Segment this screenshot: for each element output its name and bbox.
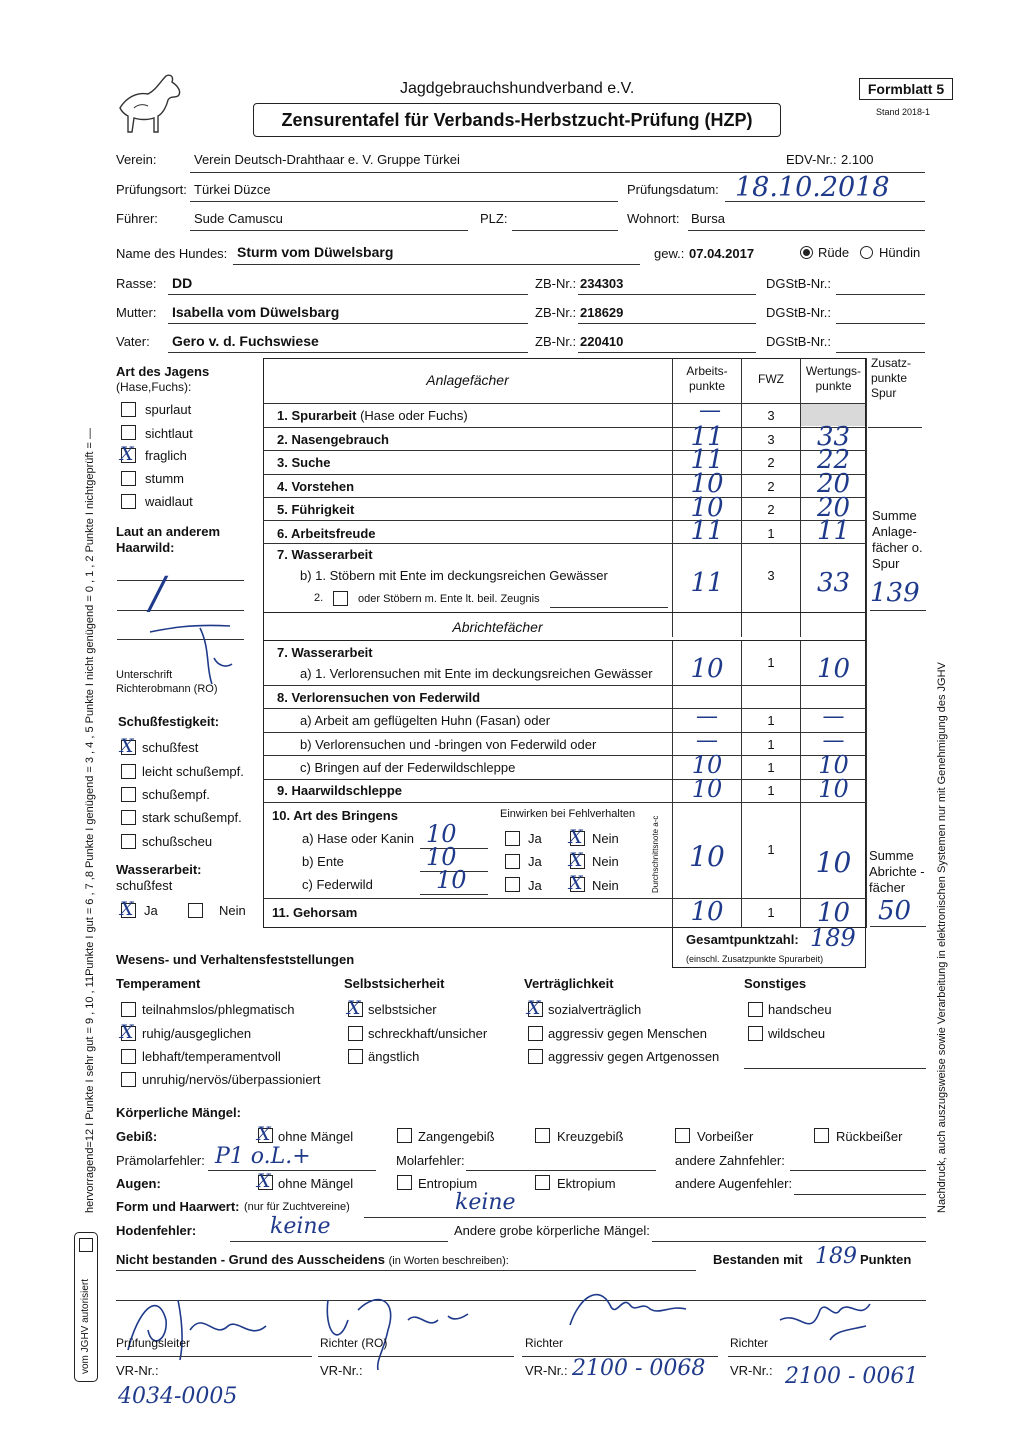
bestanden-label: Bestanden mit	[713, 1252, 803, 1267]
wasserarbeit-b-ap: 11	[690, 568, 724, 598]
row-suche: 3. Suche	[277, 455, 331, 470]
wohnort-value: Bursa	[691, 211, 725, 226]
suche-ap: 11	[690, 445, 724, 475]
unterschrift-label: Unterschrift	[116, 669, 173, 681]
rasse-value: DD	[172, 275, 193, 291]
selbst-item-3: ängstlich	[368, 1049, 420, 1064]
punkten-label: Punkten	[860, 1252, 912, 1267]
gesamt-value: 189	[810, 924, 856, 952]
schuss-checkbox-1[interactable]	[120, 735, 136, 757]
gebiss-checkbox-2[interactable]	[397, 1128, 412, 1143]
fuehrer-label: Führer:	[116, 211, 158, 226]
fwz-header: FWZ	[758, 372, 784, 386]
vorstehen-wp: 20	[816, 469, 851, 499]
verl-b-label: b) Verlorensuchen und -bringen von Federwild oder	[300, 737, 597, 752]
anlage-header: Anlagefächer	[426, 372, 509, 388]
bring-a-nein-label: Nein	[592, 831, 619, 846]
gebiss-item-2: Zangengebiß	[418, 1129, 495, 1144]
row-art-des-bringens: 10. Art des Bringens	[272, 808, 398, 823]
bring-wp: 10	[815, 846, 852, 879]
sonst-item-1: handscheu	[768, 1002, 832, 1017]
check-mark-icon: X	[527, 997, 541, 1019]
form-label: Form und Haarwert:	[116, 1199, 240, 1214]
check-mark-icon: X	[120, 898, 134, 920]
wasser-sub: schußfest	[116, 878, 173, 893]
laut-title: Laut an anderem Haarwild:	[116, 524, 221, 555]
richter-2-signature	[560, 1275, 700, 1345]
check-mark-icon: X	[120, 735, 134, 757]
gebiss-item-3: Kreuzgebiß	[557, 1129, 624, 1144]
ruede-label: Rüde	[818, 245, 850, 260]
check-mark-icon: X	[257, 1170, 271, 1192]
wasser-title: Wasserarbeit:	[116, 862, 202, 877]
jghv-logo-icon	[79, 1238, 93, 1252]
verl-a-label: a) Arbeit am geflügelten Huhn (Fasan) oder	[300, 713, 551, 728]
bring-a-ja-label: Ja	[528, 831, 542, 846]
hoden-label: Hodenfehler:	[116, 1223, 197, 1238]
wesen-title: Wesens- und Verhaltensfeststellungen	[116, 952, 355, 967]
gebiss-label: Gebiß:	[116, 1129, 158, 1144]
bring-c-ja-checkbox[interactable]	[505, 877, 520, 892]
bring-b-nein-label: Nein	[592, 854, 619, 869]
verl-c-label: c) Bringen auf der Federwildschleppe	[300, 760, 516, 775]
wasserarbeit-b-fwz: 3	[767, 568, 775, 583]
richterobmann-label: Richterobmann (RO)	[116, 683, 218, 695]
bring-c-value: 10	[436, 866, 467, 894]
hund-label: Name des Hundes:	[116, 246, 228, 261]
gebiss-checkbox-4[interactable]	[675, 1128, 690, 1143]
temp-checkbox-4[interactable]	[121, 1072, 136, 1087]
row-gehorsam: 11. Gehorsam	[272, 905, 358, 920]
zusatzpunkte-header: Zusatz- punkte Spur	[871, 356, 912, 400]
verein-value: Verein Deutsch-Drahthaar e. V. Gruppe Türkei	[194, 152, 460, 167]
durchschnitt-label: Durchschnittsnote a-c	[651, 815, 660, 893]
selbst-checkbox-3[interactable]	[348, 1049, 363, 1064]
hund-value: Sturm vom Düwelsbarg	[237, 244, 394, 260]
form-sub: (nur für Zuchtvereine)	[244, 1201, 350, 1213]
nasengebrauch-fwz: 3	[767, 432, 775, 447]
richter-ro-signature	[318, 1270, 478, 1370]
temp-checkbox-2[interactable]	[120, 1021, 136, 1043]
schuss-item-2: leicht schußempf.	[142, 764, 244, 779]
vater-zb-label: ZB-Nr.:	[535, 334, 577, 349]
nicht-bestanden-label: Nicht bestanden - Grund des Ausscheidens (in Worten beschreiben):	[116, 1252, 509, 1267]
bring-c-label: c) Federwild	[302, 877, 373, 892]
arbeitsfreude-ap: 11	[690, 516, 724, 546]
schuss-checkbox-4[interactable]	[121, 810, 136, 825]
row-arbeitsfreude: 6. Arbeitsfreude	[277, 526, 376, 541]
vr-value-3: 2100 - 0068	[572, 1356, 706, 1381]
summe-abricht-value: 50	[878, 896, 912, 926]
sonst-checkbox-2[interactable]	[748, 1026, 763, 1041]
koerper-title: Körperliche Mängel:	[116, 1105, 241, 1120]
fuehrer-value: Sude Camuscu	[194, 211, 283, 226]
augenfehler-label: andere Augenfehler:	[675, 1176, 793, 1191]
bring-a-ja-checkbox[interactable]	[505, 831, 520, 846]
schuss-item-4: stark schußempf.	[142, 810, 242, 825]
wasserarbeit-b1-label: b) 1. Stöbern mit Ente im deckungsreichen Gewässer	[300, 568, 608, 583]
verl-c-fwz: 1	[767, 760, 775, 775]
bring-a-nein-checkbox[interactable]	[569, 826, 585, 848]
gew-value: 07.04.2017	[689, 246, 755, 261]
schuss-item-5: schußscheu	[142, 834, 213, 849]
form-value: keine	[455, 1190, 516, 1215]
art-checkbox-4[interactable]	[121, 471, 136, 486]
mutter-label: Mutter:	[116, 305, 157, 320]
augen-item-1: ohne Mängel	[278, 1176, 354, 1191]
vater-label: Vater:	[116, 334, 150, 349]
wasserarbeit-a-ap: 10	[690, 654, 724, 684]
verl-c-wp: 10	[818, 751, 849, 779]
augen-checkbox-1[interactable]	[257, 1170, 273, 1192]
vertr-item-3: aggressiv gegen Artgenossen	[548, 1049, 720, 1064]
gehorsam-fwz: 1	[767, 905, 775, 920]
fuehrigkeit-ap: 10	[690, 493, 724, 523]
jghv-badge-text: vom JGHV autorisiert	[80, 1278, 91, 1374]
zb-label: ZB-Nr.:	[535, 276, 577, 291]
form-title: Zensurentafel für Verbands-Herbstzucht-Prüfung (HZP)	[253, 103, 781, 137]
verl-b-fwz: 1	[767, 737, 775, 752]
bring-c-ja-label: Ja	[528, 878, 542, 893]
augen-checkbox-2[interactable]	[397, 1175, 412, 1190]
bestanden-value: 189	[815, 1244, 857, 1269]
dgstb-label: DGStB-Nr.:	[766, 276, 832, 291]
verl-b-wp: —	[822, 728, 845, 753]
ruede-radio[interactable]	[800, 246, 813, 259]
gehorsam-wp: 10	[816, 898, 851, 928]
suche-wp: 22	[816, 445, 851, 475]
wasser-ja-checkbox[interactable]	[120, 898, 136, 920]
schuss-checkbox-2[interactable]	[121, 764, 136, 779]
wasser-ja-label: Ja	[144, 903, 158, 918]
gesamt-sub: (einschl. Zusatzpunkte Spurarbeit)	[686, 954, 824, 964]
row-fuehrigkeit: 5. Führigkeit	[277, 502, 355, 517]
art-item-3: fraglich	[145, 448, 187, 463]
check-mark-icon: X	[120, 1021, 134, 1043]
wasserarbeit-a-fwz: 1	[767, 655, 775, 670]
bring-b-label: b) Ente	[302, 854, 344, 869]
ort-value: Türkei Düzce	[194, 182, 271, 197]
fuehrigkeit-wp: 20	[816, 493, 851, 523]
bring-fwz: 1	[767, 842, 775, 857]
schuss-title: Schußfestigkeit:	[118, 714, 220, 729]
wasserarbeit-b2-checkbox[interactable]	[333, 591, 348, 606]
bring-a-value: 10	[426, 820, 457, 848]
org-name: Jagdgebrauchshundverband e.V.	[400, 80, 635, 97]
praemolar-label: Prämolarfehler:	[116, 1153, 205, 1168]
temp-item-2: ruhig/ausgeglichen	[142, 1026, 252, 1041]
sig-label-3: Richter	[525, 1336, 564, 1350]
vorstehen-ap: 10	[690, 469, 724, 499]
datum-value: 18.10.2018	[735, 172, 890, 203]
bring-c-nein-label: Nein	[592, 878, 619, 893]
augen-item-3: Ektropium	[557, 1176, 616, 1191]
temp-checkbox-1[interactable]	[121, 1002, 136, 1017]
vr-label-3: VR-Nr.:	[525, 1363, 568, 1378]
arbeitsfreude-wp: 11	[816, 516, 851, 546]
vertr-item-2: aggressiv gegen Menschen	[548, 1026, 707, 1041]
check-mark-icon: X	[257, 1123, 271, 1145]
ort-label: Prüfungsort:	[116, 182, 187, 197]
temp-item-3: lebhaft/temperamentvoll	[142, 1049, 281, 1064]
art-checkbox-1[interactable]	[121, 402, 136, 417]
row-nasengebrauch: 2. Nasengebrauch	[277, 432, 389, 447]
check-mark-icon: X	[569, 849, 583, 871]
art-title: Art des Jagens	[116, 364, 210, 379]
row-vorstehen: 4. Vorstehen	[277, 479, 355, 494]
gebiss-checkbox-3[interactable]	[535, 1128, 550, 1143]
haar-wp: 10	[818, 775, 849, 803]
art-item-1: spurlaut	[145, 402, 192, 417]
bring-b-ja-label: Ja	[528, 854, 542, 869]
edv-label: EDV-Nr.:	[786, 152, 837, 167]
selbst-checkbox-2[interactable]	[348, 1026, 363, 1041]
gew-label: gew.:	[654, 246, 685, 261]
vertr-checkbox-1[interactable]	[527, 997, 543, 1019]
check-mark-icon: X	[347, 997, 361, 1019]
zahnfehler-label: andere Zahnfehler:	[675, 1153, 785, 1168]
vater-zb-value: 220410	[580, 334, 624, 349]
huendin-label: Hündin	[879, 245, 921, 260]
grading-scale-note: hervorragend=12 I Punkte I sehr gut = 9 , 10 , 11Punkte I gut = 6 , 7 ,8 Punkte I genügend = 3 , 4 , 5 Punkte I nicht genügend = 0 , 1 , 2 Punkte I nichtgeprüft = —	[84, 428, 96, 1213]
hoden-value: keine	[270, 1214, 331, 1239]
stand-label: Stand 2018-1	[876, 107, 931, 117]
gebiss-item-5: Rückbeißer	[836, 1129, 903, 1144]
wohnort-label: Wohnort:	[627, 211, 680, 226]
augen-item-2: Entropium	[418, 1176, 478, 1191]
art-item-5: waidlaut	[145, 494, 193, 509]
verl-a-fwz: 1	[767, 713, 775, 728]
abricht-header: Abrichtefächer	[452, 619, 543, 635]
vr-label-1: VR-Nr.:	[116, 1363, 159, 1378]
arbeitsfreude-fwz: 1	[767, 526, 775, 541]
nasengebrauch-ap: 11	[690, 422, 724, 452]
art-checkbox-2[interactable]	[121, 425, 136, 440]
vater-dgstb-label: DGStB-Nr.:	[766, 334, 832, 349]
vr-value-4: 2100 - 0061	[785, 1364, 919, 1389]
vertr-item-1: sozialverträglich	[548, 1002, 642, 1017]
row-wasserarbeit-b: 7. Wasserarbeit	[277, 547, 373, 562]
bring-b-value: 10	[426, 843, 457, 871]
wasser-nein-checkbox[interactable]	[188, 903, 203, 918]
verein-label: Verein:	[116, 152, 157, 167]
schuss-checkbox-3[interactable]	[121, 787, 136, 802]
temp-item-4: unruhig/nervös/überpassioniert	[142, 1072, 321, 1087]
bring-b-ja-checkbox[interactable]	[505, 854, 520, 869]
fuehrigkeit-fwz: 2	[767, 502, 775, 517]
temperament-head: Temperament	[116, 976, 201, 991]
schuss-item-3: schußempf.	[142, 787, 210, 802]
sonst-item-2: wildscheu	[768, 1026, 826, 1041]
schuss-checkbox-5[interactable]	[121, 834, 136, 849]
vertr-checkbox-3[interactable]	[528, 1049, 543, 1064]
summe-anlage-value: 139	[870, 578, 920, 608]
nasengebrauch-wp: 33	[816, 422, 851, 452]
datum-label: Prüfungsdatum:	[627, 182, 719, 197]
laut-value: /	[150, 568, 165, 619]
zb-value: 234303	[580, 276, 624, 291]
summe-anlage-label: Summe Anlage- fächer o. Spur	[872, 508, 923, 571]
schuss-item-1: schußfest	[142, 740, 199, 755]
vater-value: Gero v. d. Fuchswiese	[172, 333, 319, 349]
haar-ap: 10	[691, 775, 723, 803]
row-verlorensuchen: 8. Verlorensuchen von Federwild	[277, 690, 481, 705]
selbstsicherheit-head: Selbstsicherheit	[344, 976, 445, 991]
einwirken-label: Einwirken bei Fehlverhalten	[500, 808, 636, 820]
vr-label-4: VR-Nr.:	[730, 1363, 773, 1378]
bring-c-nein-checkbox[interactable]	[569, 872, 585, 894]
suche-fwz: 2	[767, 455, 775, 470]
selbst-item-1: selbstsicher	[368, 1002, 437, 1017]
pruefungsleiter-signature	[118, 1270, 278, 1370]
mutter-zb-label: ZB-Nr.:	[535, 305, 577, 320]
gehorsam-ap: 10	[690, 897, 724, 927]
selbst-item-2: schreckhaft/unsicher	[368, 1026, 488, 1041]
art-item-4: stumm	[145, 471, 184, 486]
gesamt-label: Gesamtpunktzahl:	[686, 932, 799, 947]
richter-3-signature	[770, 1280, 900, 1360]
mutter-zb-value: 218629	[580, 305, 624, 320]
wertungspunkte-header: Wertungs- punkte	[805, 364, 862, 393]
verl-a-wp: —	[822, 704, 845, 729]
gebiss-checkbox-1[interactable]	[257, 1123, 273, 1145]
wasserarbeit-b-wp: 33	[816, 568, 851, 598]
sig-label-1: Prüfungsleiter	[116, 1336, 191, 1350]
sig-label-4: Richter	[730, 1336, 769, 1350]
mutter-value: Isabella vom Düwelsbarg	[172, 304, 340, 320]
arbeitspunkte-header: Arbeits- punkte	[686, 364, 728, 393]
sig-label-2: Richter (RO)	[320, 1336, 388, 1350]
wasserarbeit-a-label: a) 1. Verlorensuchen mit Ente im deckungsreichen Gewässer	[300, 666, 653, 681]
sonstiges-head: Sonstiges	[744, 976, 807, 991]
copyright-note: Nachdruck, auch auszugsweise sowie Verarbeitung in elektronischen Systemen nur mit Genehmigung des JGHV	[936, 662, 948, 1213]
art-item-2: sichtlaut	[145, 426, 193, 441]
vr-value-1: 4034-0005	[118, 1384, 238, 1409]
row-haarwildschleppe: 9. Haarwildschleppe	[277, 783, 402, 798]
praemolar-value: P1 o.L.+	[215, 1144, 311, 1169]
vertraeglichkeit-head: Verträglichkeit	[524, 976, 614, 991]
verl-a-ap: —	[696, 704, 718, 729]
check-mark-icon: X	[120, 443, 134, 465]
art-sub: (Hase,Fuchs):	[116, 380, 192, 394]
gebiss-item-4: Vorbeißer	[697, 1129, 754, 1144]
dog-logo-icon	[112, 68, 186, 138]
art-checkbox-5[interactable]	[121, 494, 136, 509]
formblatt-label: Formblatt 5	[859, 78, 953, 100]
verl-c-ap: 10	[691, 751, 723, 779]
row-spurarbeit: 1. Spurarbeit (Hase oder Fuchs)	[277, 408, 468, 423]
rasse-label: Rasse:	[116, 276, 157, 291]
augen-checkbox-3[interactable]	[535, 1175, 550, 1190]
spurarbeit-ap: —	[699, 398, 721, 423]
grobe-maengel-label: Andere grobe körperliche Mängel:	[454, 1223, 650, 1238]
wasserarbeit-a-wp: 10	[816, 654, 851, 684]
wasser-nein-label: Nein	[219, 903, 246, 918]
bring-ap: 10	[689, 840, 725, 873]
vertr-checkbox-2[interactable]	[528, 1026, 543, 1041]
haar-fwz: 1	[767, 783, 775, 798]
molar-label: Molarfehler:	[396, 1153, 465, 1168]
vr-label-2: VR-Nr.:	[320, 1363, 363, 1378]
sonst-checkbox-1[interactable]	[748, 1002, 763, 1017]
bring-a-label: a) Hase oder Kanin	[302, 831, 415, 846]
gebiss-checkbox-5[interactable]	[814, 1128, 829, 1143]
wasserarbeit-b2-num: 2.	[314, 592, 324, 604]
edv-value: 2.100	[841, 152, 874, 167]
verl-b-ap: —	[696, 728, 718, 753]
bring-b-nein-checkbox[interactable]	[569, 849, 585, 871]
temp-item-1: teilnahmslos/phlegmatisch	[142, 1002, 295, 1017]
vorstehen-fwz: 2	[767, 479, 775, 494]
temp-checkbox-3[interactable]	[121, 1049, 136, 1064]
summe-abricht-label: Summe Abrichte - fächer	[869, 848, 925, 895]
selbst-checkbox-1[interactable]	[347, 997, 363, 1019]
spurarbeit-fwz: 3	[767, 408, 775, 423]
huendin-radio[interactable]	[860, 246, 873, 259]
wasserarbeit-b2-label: oder Stöbern m. Ente lt. beil. Zeugnis	[358, 593, 540, 605]
check-mark-icon: X	[569, 872, 583, 894]
mutter-dgstb-label: DGStB-Nr.:	[766, 305, 832, 320]
plz-label: PLZ:	[480, 211, 508, 226]
art-checkbox-3[interactable]	[120, 443, 136, 465]
row-wasserarbeit-a: 7. Wasserarbeit	[277, 645, 373, 660]
augen-label: Augen:	[116, 1176, 161, 1191]
check-mark-icon: X	[569, 826, 583, 848]
gebiss-item-1: ohne Mängel	[278, 1129, 354, 1144]
